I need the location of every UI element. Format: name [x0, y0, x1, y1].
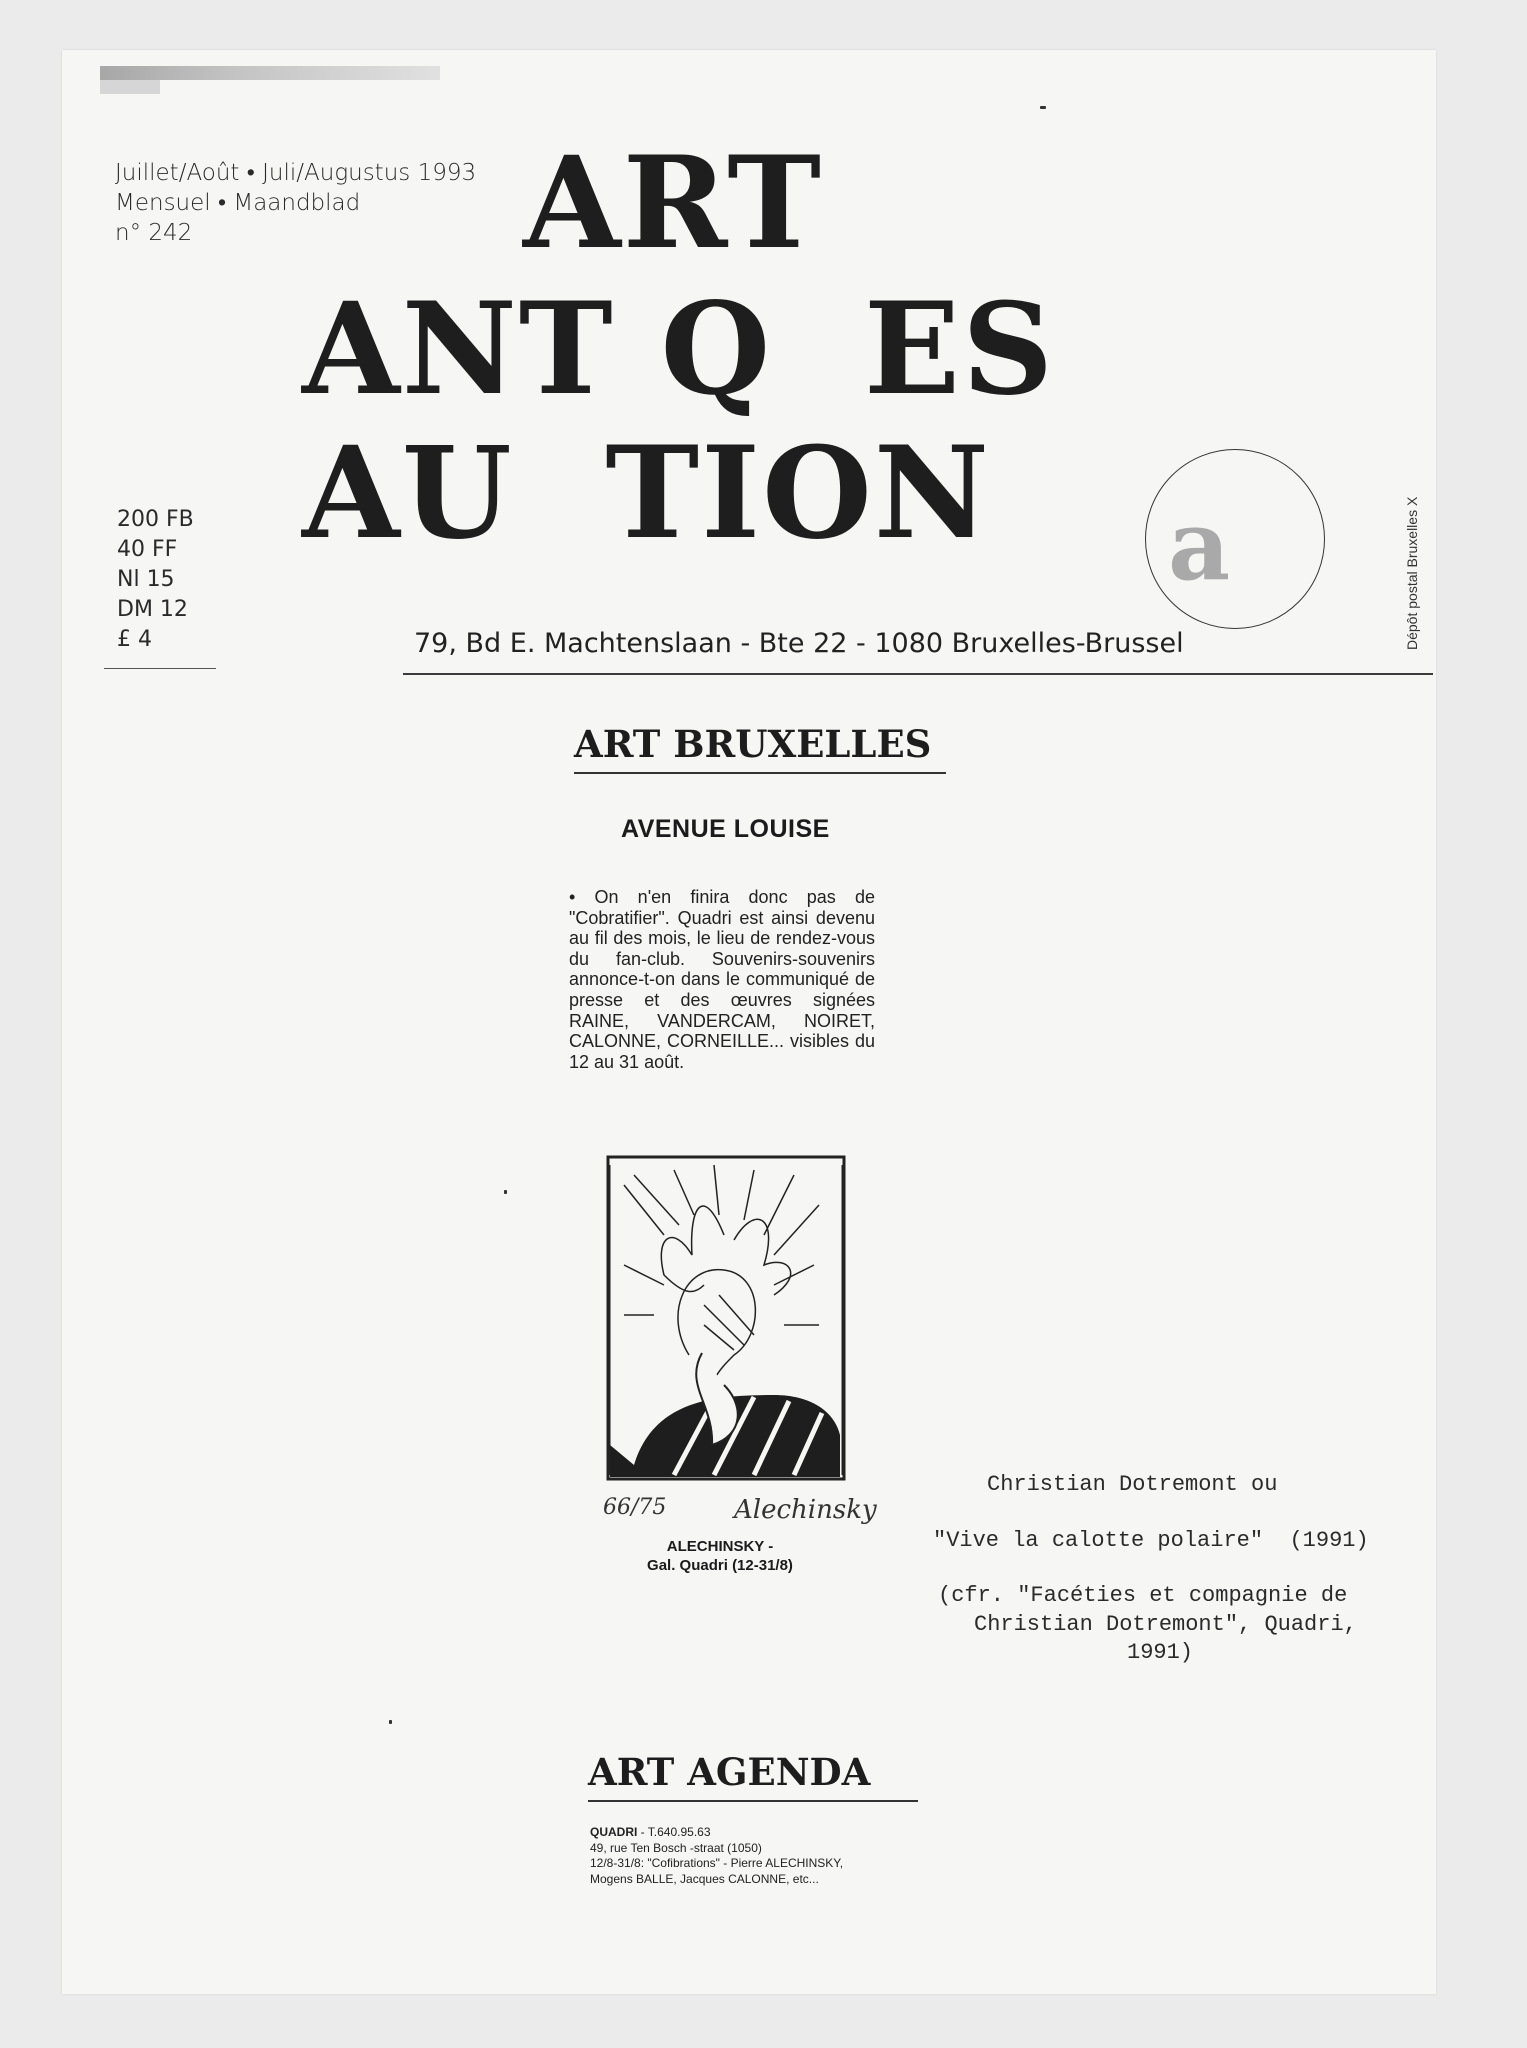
price-item: 40 FF — [117, 537, 178, 562]
price-item: £ 4 — [117, 627, 152, 652]
artwork-caption — [620, 1537, 820, 1575]
note-line-2: "Vive la calotte polaire" (1991) — [933, 1528, 1369, 1553]
agenda-entry — [590, 1825, 843, 1887]
publisher-address: 79, Bd E. Machtenslaan - Bte 22 - 1080 Bruxelles-Brussel — [414, 628, 1184, 659]
masthead-rule — [403, 673, 1433, 675]
price-item: 200 FB — [117, 507, 194, 532]
logo-line-art: ART — [523, 129, 824, 277]
article-body: • On n'en finira donc pas de "Cobratifier". Quadri est ainsi devenu au fil des mois, le lieu de rendez-vous du fan-club. Souvenirs-souvenirs annonce-t-on dans le communiqué de presse et des œuvres signées RAINE, VANDERCAM, NOIRET, CALONNE, CORNEILLE... visibles du 12 au 31 août. — [569, 887, 875, 1072]
section-title-art-bruxelles: ART BRUXELLES — [574, 722, 932, 766]
issue-frequency: Mensuel • Maandblad — [115, 190, 361, 216]
price-list — [117, 505, 194, 655]
note-line-3: (cfr. "Facéties et compagnie de — [938, 1583, 1348, 1608]
postal-note: Dépôt postal Bruxelles X — [1404, 496, 1420, 650]
scan-speck — [504, 1190, 507, 1194]
artwork-print — [594, 1145, 854, 1487]
scan-edge-strip-small — [100, 80, 160, 94]
scan-edge-strip — [100, 66, 440, 80]
logo-line-auction: AU TION — [302, 419, 992, 567]
caption-artist: ALECHINSKY - — [666, 1538, 774, 1555]
agenda-artists: Mogens BALLE, Jacques CALONNE, etc... — [590, 1871, 819, 1886]
note-line-4: Christian Dotremont", Quadri, — [974, 1612, 1357, 1637]
caption-gallery: Gal. Quadri (12-31/8) — [647, 1557, 793, 1574]
agenda-phone: - T.640.95.63 — [637, 1825, 711, 1839]
price-item: DM 12 — [117, 597, 188, 622]
logo-line-antiques: ANT Q ES — [302, 275, 1056, 423]
note-line-1: Christian Dotremont ou — [987, 1472, 1278, 1497]
issue-number: n° 242 — [115, 220, 193, 246]
logo-stamp — [1145, 449, 1325, 629]
stamp-letter: a — [1168, 489, 1231, 602]
issue-date: Juillet/Août • Juli/Augustus 1993 — [115, 160, 477, 186]
scan-speck — [1040, 106, 1046, 109]
article-subtitle: AVENUE LOUISE — [621, 815, 830, 843]
section-rule — [574, 772, 946, 774]
note-line-5: 1991) — [1127, 1640, 1194, 1665]
agenda-dates: 12/8-31/8: "Cofibrations" - Pierre ALECHINSKY, — [590, 1856, 844, 1870]
section-title-art-agenda: ART AGENDA — [588, 1750, 871, 1794]
print-signature: Alechinsky — [734, 1495, 877, 1525]
section-rule — [588, 1800, 918, 1802]
agenda-address: 49, rue Ten Bosch -straat (1050) — [590, 1840, 762, 1855]
masthead-info — [115, 158, 476, 248]
price-divider — [104, 668, 216, 669]
scan-speck — [389, 1720, 392, 1724]
price-item: Nl 15 — [117, 567, 175, 592]
agenda-venue: QUADRI — [590, 1825, 638, 1839]
print-edition-number: 66/75 — [603, 1495, 667, 1520]
